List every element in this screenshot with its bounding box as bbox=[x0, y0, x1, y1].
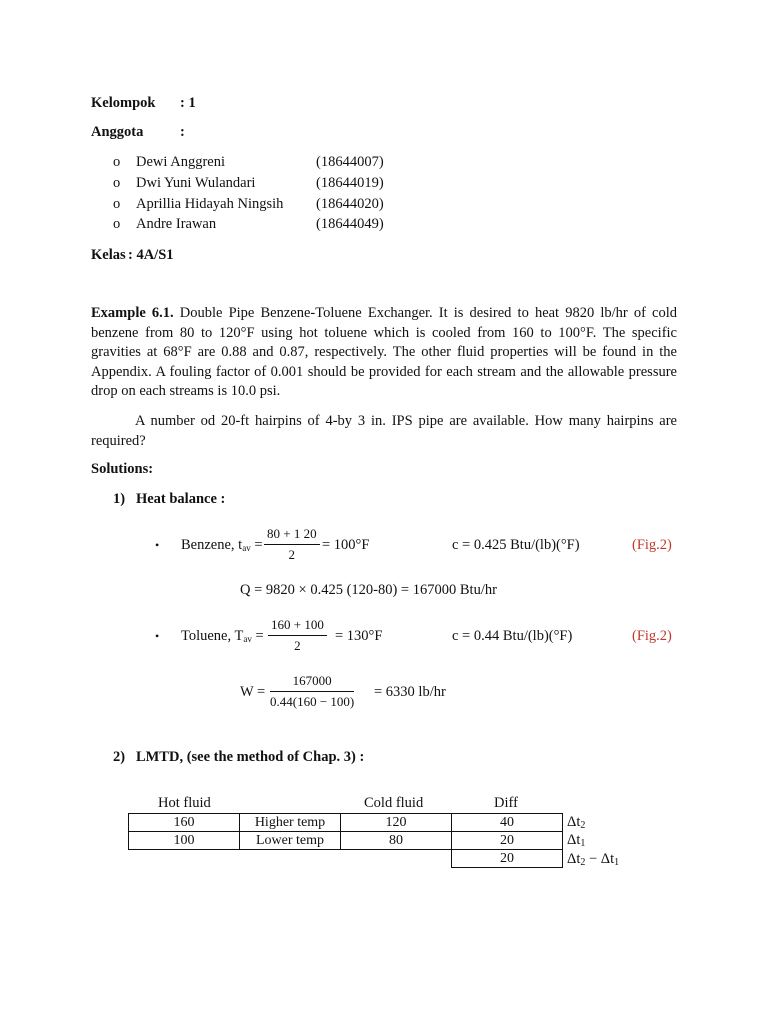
bullet-icon: • bbox=[155, 629, 160, 643]
member-id: (18644020) bbox=[316, 196, 384, 212]
list-bullet-icon: o bbox=[113, 175, 121, 191]
diff-cell: 20 bbox=[452, 832, 563, 850]
w-result: = 6330 lb/hr bbox=[374, 684, 446, 700]
members-colon: : bbox=[180, 124, 185, 140]
hot-temp-cell: 160 bbox=[129, 814, 240, 832]
toluene-label: Toluene, $T_{av}$ = bbox=[181, 628, 264, 644]
benzene-heat-capacity: c = 0.425 Btu/(lb)(°F) bbox=[452, 537, 580, 553]
heat-balance-heading: 1) Heat balance : bbox=[113, 491, 226, 507]
toluene-heat-capacity: c = 0.44 Btu/(lb)(°F) bbox=[452, 628, 573, 644]
delta-t2-label: Δt2 bbox=[567, 814, 586, 831]
hot-temp-cell: 100 bbox=[129, 832, 240, 850]
row-label-cell: Higher temp bbox=[240, 814, 341, 832]
w-lhs: W = bbox=[240, 684, 266, 700]
bullet-icon: • bbox=[155, 538, 160, 552]
w-fraction: $\frac{167000}{0.44(160 - 100)}$ bbox=[270, 673, 355, 709]
class-value: : 4A/S1 bbox=[128, 247, 174, 263]
cold-fluid-header: Cold fluid bbox=[364, 795, 424, 811]
group-label: Kelompok bbox=[91, 95, 156, 111]
example-question: A number od 20-ft hairpins of 4-by 3 in. IPS pipe are available. How many hairpins are required? bbox=[91, 413, 677, 449]
list-bullet-icon: o bbox=[113, 154, 121, 170]
toluene-fig-ref: (Fig.2) bbox=[632, 628, 672, 644]
member-id: (18644049) bbox=[316, 216, 384, 232]
solutions-heading: Solutions: bbox=[91, 461, 154, 477]
hot-fluid-header: Hot fluid bbox=[158, 795, 211, 811]
delta-t1-label: Δt1 bbox=[567, 832, 586, 849]
diff-header: Diff bbox=[494, 795, 518, 811]
toluene-result: = 130°F bbox=[335, 628, 383, 644]
benzene-result: = 100°F bbox=[322, 537, 370, 553]
list-bullet-icon: o bbox=[113, 216, 121, 232]
example-title: Example 6.1. bbox=[91, 305, 174, 321]
member-id: (18644007) bbox=[316, 154, 384, 170]
delta-difference-label: Δt2 − Δt1 bbox=[567, 851, 620, 868]
benzene-fig-ref: (Fig.2) bbox=[632, 537, 672, 553]
class-label: Kelas bbox=[91, 247, 126, 263]
benzene-fraction: $\frac{80 + 1 20}{2}$ bbox=[264, 526, 320, 563]
benzene-label: Benzene, $t_{av}$ = bbox=[181, 537, 263, 553]
q-equation: Q = 9820 × 0.425 (120-80) = 167000 Btu/hr bbox=[240, 582, 497, 598]
member-name: Aprillia Hidayah Ningsih bbox=[136, 196, 284, 212]
cold-temp-cell: 120 bbox=[341, 814, 452, 832]
cold-temp-cell: 80 bbox=[341, 832, 452, 850]
members-label: Anggota bbox=[91, 124, 144, 140]
list-bullet-icon: o bbox=[113, 196, 121, 212]
member-name: Dwi Yuni Wulandari bbox=[136, 175, 256, 191]
example-text: Double Pipe Benzene-Toluene Exchanger. It is desired to heat 9820 lb/hr of cold benzene from 80 to 120°F using hot toluene which is cooled from 160 to 100°F. The specific gravities at 68°F are 0.88 and 0.87, respectively. The other fluid properties will be found in the Appendix. A fouling factor of 0.001 should be provided for each stream and the allowable pressure drop on each streams is 10.0 psi. bbox=[91, 305, 678, 399]
lmtd-heading: 2) LMTD, (see the method of Chap. 3) : bbox=[113, 749, 365, 765]
table-row bbox=[129, 850, 563, 868]
table-row bbox=[129, 814, 563, 832]
row-label-cell: Lower temp bbox=[240, 832, 341, 850]
group-value: : 1 bbox=[180, 95, 196, 111]
member-name: Dewi Anggreni bbox=[136, 154, 225, 170]
toluene-fraction: $\frac{160 + 100}{2}$ bbox=[268, 617, 327, 654]
example-paragraph bbox=[91, 304, 677, 402]
diff-cell: 40 bbox=[452, 814, 563, 832]
member-name: Andre Irawan bbox=[136, 216, 217, 232]
lmtd-table bbox=[128, 813, 563, 868]
diff-total-cell: 20 bbox=[452, 850, 563, 868]
table-row bbox=[129, 832, 563, 850]
member-id: (18644019) bbox=[316, 175, 384, 191]
